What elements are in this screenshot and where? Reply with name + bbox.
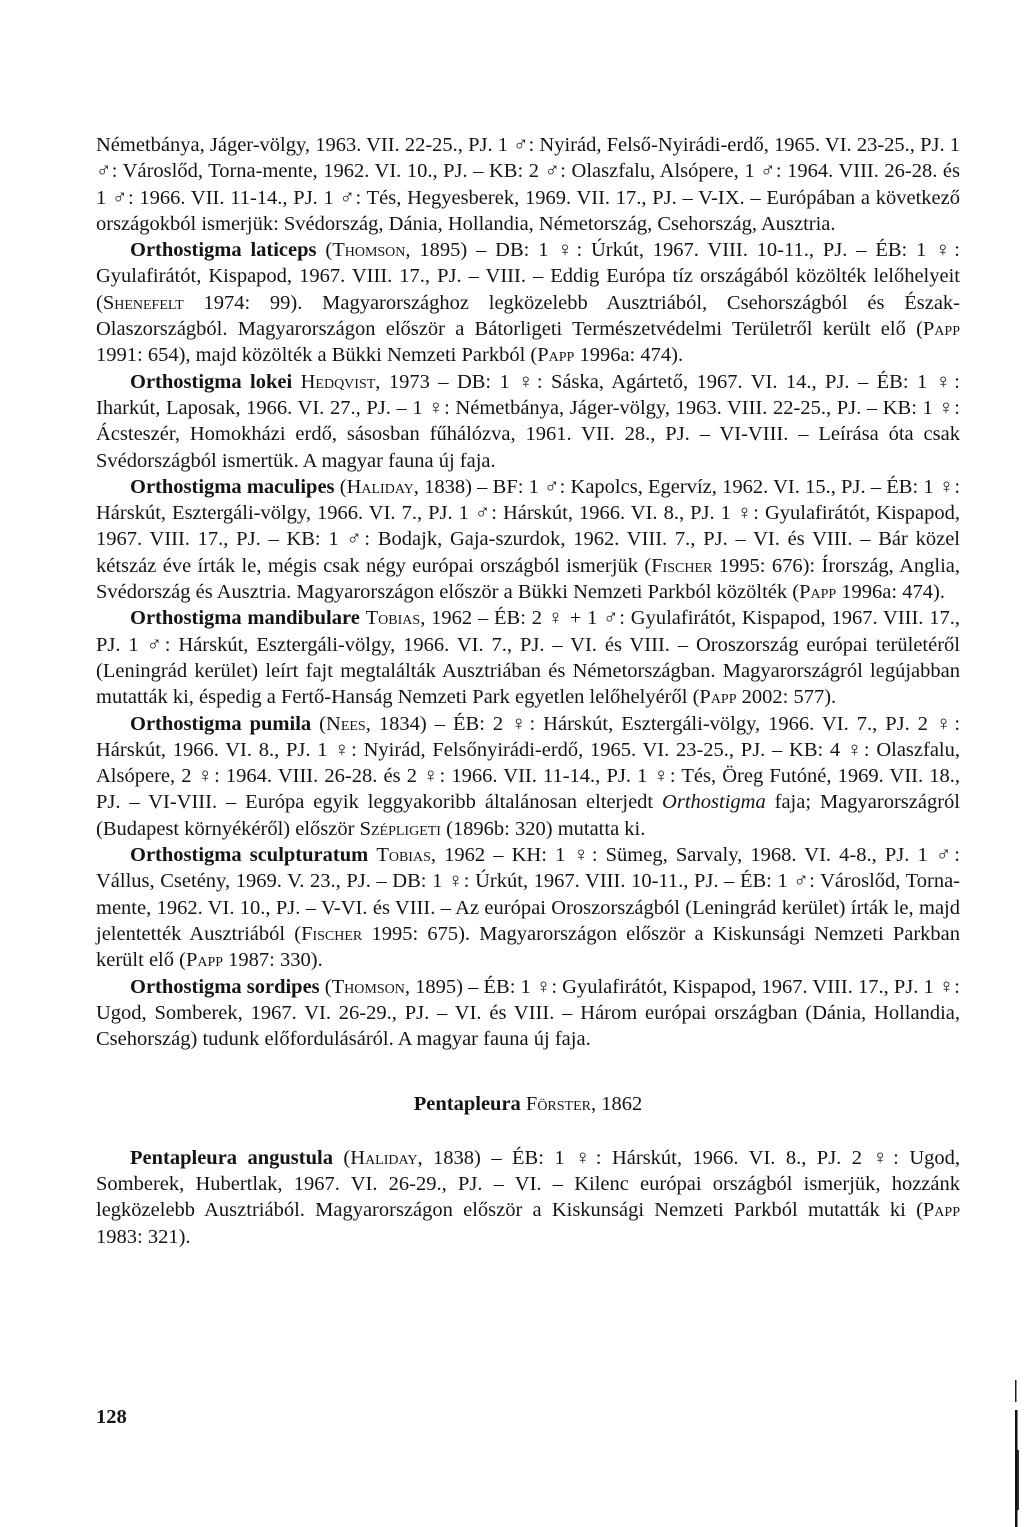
species-text: 1996a: 474). xyxy=(836,581,945,604)
species-name: Orthostigma laticeps xyxy=(130,239,317,262)
species-entry-sculpturatum xyxy=(96,842,960,973)
species-text: 1995: 675). Magyarországon először a Kiskunsági Nemzeti Parkban került elő ( xyxy=(96,922,961,972)
species-text: 1995: 676): Írország, Anglia, Svédország és Ausztria. Magyarországon először a Bükki Nemzeti Parkból közölték ( xyxy=(96,554,960,604)
species-entry-mandibulare xyxy=(96,605,960,710)
reference-author: Papp xyxy=(922,318,960,341)
reference-author: Papp xyxy=(799,581,837,604)
species-text: 1996a: 474). xyxy=(574,344,684,367)
species-text: , 1962 – KH: 1 ♀: Sümeg, Sarvaly, 1968. VI. 4-8., PJ. 1 ♂: Vállus, Csetény, 1969. V. 23., PJ. – DB: 1 ♀: Úrkút, 1967. VIII. 10-11., PJ. – ÉB: 1 ♂: Városlőd, Torna-mente, 1962. VI. 10., PJ. – V-VI. és VIII. – Az európai Oroszországból (Leningrád kerület) írták le, majd jelentették Ausztriából ( xyxy=(96,844,960,945)
species-text: faja; Magyarországról (Budapest környékéről) először xyxy=(96,791,960,840)
species-entry-pumila: Orthostigma pumila (Nees, 1834) – ÉB: 2 ♀: Hárskút, Esztergáli-völgy, 1966. VI. 7., PJ. 2 ♀: Hárskút, 1966. VI. 8., PJ. 1 ♀: Nyirád, Felsőnyirádi-erdő, 1965. VI. 23-25., PJ. – KB: 4 ♀: Olaszfalu, Alsópere, 2 ♀: 1964. VIII. 26-28. és 2 ♀: 1966. VII. 11-14., PJ. 1 ♀: Tés, Öreg Futóné, 1969. VII. 18., PJ. – VI-VIII. – Európa egyik leggyakoribb általánosan elterjedt Orthostigma faja; Magyarországról (Budapest környékéről) először Szépligeti (1896b: 320) mutatta ki. xyxy=(96,712,961,840)
species-name: Orthostigma mandibulare xyxy=(130,607,360,630)
species-text: , 1895) – ÉB: 1 ♀: Gyulafirátót, Kispapod, 1967. VIII. 17., PJ. 1 ♀: Ugod, Somberek, 1967. VI. 26-29., PJ. – VI. és VIII. – Három európai országban (Dánia, Hollandia, Csehország) tudunk előfordulásáról. A magyar fauna új faja. xyxy=(96,975,961,1051)
genus-heading-author: Förster xyxy=(525,1093,591,1116)
species-text: 1987: 330). xyxy=(223,949,323,972)
species-name: Orthostigma sculpturatum xyxy=(130,844,369,867)
reference-author: Shenefelt xyxy=(102,291,184,314)
species-text: , 1895) – DB: 1 ♀: Úrkút, 1967. VIII. 10-11., PJ. – ÉB: 1 ♀: Gyulafirátót, Kispapod, 1967. VIII. 17., PJ. – VIII. – Eddig Európa tíz országából közölték lelőhelyeit ( xyxy=(96,239,960,314)
species-text: 1991: 654), majd közölték a Bükki Nemzeti Parkból ( xyxy=(96,344,538,367)
reference-author: Fischer xyxy=(301,922,363,945)
species-author: Tobias xyxy=(365,607,421,630)
species-entry-lokei xyxy=(96,369,960,474)
reference-author: Fischer xyxy=(651,554,713,577)
species-author: Haliday xyxy=(346,475,414,498)
species-text: 1974: 99). Magyarországhoz legközelebb Ausztriából, Csehországból és Észak-Olaszországból. Magyarországon először a Bátorligeti Természetvédelmi Területről került elő ( xyxy=(96,291,960,341)
species-author: Thomson xyxy=(331,975,405,998)
species-author: Nees xyxy=(326,712,366,735)
species-text: (1896b: 320) mutatta ki. xyxy=(440,817,646,840)
page-text xyxy=(96,132,960,1250)
reference-author: Szépligeti xyxy=(359,817,441,840)
species-text: , 1962 – ÉB: 2 ♀ + 1 ♂: Gyulafirátót, Kispapod, 1967. VIII. 17., PJ. 1 ♂: Hárskút, Esztergáli-völgy, 1966. VI. 7., PJ. – VI. és VIII. – Oroszország európai területéről (Leningrád kerület) leírt fajt megtalálták Ausztriában és Németországban. Magyarországról legújabban mutatták ki, éspedig a Fertő-Hanság Nemzeti Park egyetlen lelőhelyéről ( xyxy=(96,607,961,709)
genus-heading-name: Pentapleura xyxy=(413,1093,521,1116)
species-text: , 1973 – DB: 1 ♀: Sáska, Agártető, 1967. VI. 14., PJ. – ÉB: 1 ♀: Iharkút, Laposak, 1966. VI. 27., PJ. – 1 ♀: Németbánya, Jáger-völgy, 1963. VIII. 22-25., PJ. – KB: 1 ♀: Ácsteszér, Homokházi erdő, sásosban fűhálózva, 1961. VII. 28., PJ. – VI-VIII. – Leírása óta csak Svédországból ismertük. A magyar fauna új faja. xyxy=(96,370,961,472)
species-entry-maculipes: Orthostigma maculipes (Haliday, 1838) – BF: 1 ♂: Kapolcs, Egervíz, 1962. VI. 15., PJ. – ÉB: 1 ♀: Hárskút, Esztergáli-völgy, 1966. VI. 7., PJ. 1 ♂: Hárskút, 1966. VI. 8., PJ. 1 ♀: Gyulafirátót, Kispapod, 1967. VIII. 17., PJ. – KB: 1 ♂: Bodajk, Gaja-szurdok, 1962. VIII. 7., PJ. – VI. és VIII. – Bár közel kétszáz éve írták le, mégis csak négy európai országból ismerjük (Fischer 1995: 676): Írország, Anglia, Svédország és Ausztria. Magyarországon először a Bükki Nemzeti Parkból közölték (Papp 1996a: 474). xyxy=(96,475,961,604)
species-entry-angustula: Pentapleura angustula (Haliday, 1838) – ÉB: 1 ♀: Hárskút, 1966. VI. 8., PJ. 2 ♀: Ugod, Somberek, Hubertlak, 1967. VI. 26-29., PJ. – VI. – Kilenc európai országból ismerjük, hozzánk legközelebb Ausztriából. Magyarországon először a Kiskunsági Nemzeti Parkból mutatták ki (Papp 1983: 321). xyxy=(96,1146,961,1248)
species-text: , 1838) – ÉB: 1 ♀: Hárskút, 1966. VI. 8., PJ. 2 ♀: Ugod, Somberek, Hubertlak, 1967. VI. 26-29., PJ. – VI. – Kilenc európai országból ismerjük, hozzánk legközelebb Ausztriából. Magyarországon először a Kiskunsági Nemzeti Parkból mutatták ki ( xyxy=(96,1146,961,1222)
reference-author: Papp xyxy=(185,949,224,972)
species-author: Tobias xyxy=(376,844,431,867)
species-author: Hedqvist xyxy=(300,370,376,393)
intro-paragraph: Németbánya, Jáger-völgy, 1963. VII. 22-25., PJ. 1 ♂: Nyirád, Felső-Nyirádi-erdő, 1965. VI. 23-25., PJ. 1 ♂: Városlőd, Torna-mente, 1962. VI. 10., PJ. – KB: 2 ♂: Olaszfalu, Alsópere, 1 ♂: 1964. VIII. 26-28. és 1 ♂: 1966. VII. 11-14., PJ. 1 ♂: Tés, Hegyesberek, 1969. VII. 17., PJ. – V-IX. – Európában a következő országokból ismerjük: Svédország, Dánia, Hollandia, Németország, Csehország, Ausztria. xyxy=(96,134,960,235)
page-number: 128 xyxy=(96,1406,127,1428)
species-name: Orthostigma sordipes xyxy=(130,975,320,998)
species-name: Orthostigma pumila xyxy=(130,712,312,735)
species-author: Haliday xyxy=(350,1146,418,1169)
reference-author: Papp xyxy=(699,686,737,709)
species-name: Pentapleura angustula xyxy=(130,1146,333,1169)
species-text: , 1834) – ÉB: 2 ♀: Hárskút, Esztergáli-völgy, 1966. VI. 7., PJ. 2 ♀: Hárskút, 1966. VI. 8., PJ. 1 ♀: Nyirád, Felsőnyirádi-erdő, 1965. VI. 23-25., PJ. – KB: 4 ♀: Olaszfalu, Alsópere, 2 ♀: 1964. VIII. 26-28. és 2 ♀: 1966. VII. 11-14., PJ. 1 ♀: Tés, Öreg Futóné, 1969. VII. 18., PJ. – VI-VIII. – Európa egyik leggyakoribb általánosan elterjedt xyxy=(96,712,961,814)
reference-author: Papp xyxy=(922,1199,960,1222)
species-name: Orthostigma maculipes xyxy=(130,475,335,498)
species-entry-laticeps: Orthostigma laticeps (Thomson, 1895) – DB: 1 ♀: Úrkút, 1967. VIII. 10-11., PJ. – ÉB: 1 ♀: Gyulafirátót, Kispapod, 1967. VIII. 17., PJ. – VIII. – Eddig Európa tíz országából közölték lelőhelyeit (Shenefelt 1974: 99). Magyarországhoz legközelebb Ausztriából, Csehországból és Észak-Olaszországból. Magyarországon először a Bátorligeti Természetvédelmi Területről került elő (Papp 1991: 654), majd közölték a Bükki Nemzeti Parkból (Papp 1996a: 474). xyxy=(96,239,960,367)
species-author: Thomson xyxy=(332,239,406,262)
binding-edge-mark xyxy=(1010,1380,1024,1527)
reference-author: Papp xyxy=(537,344,575,367)
species-entry-sordipes: Orthostigma sordipes (Thomson, 1895) – ÉB: 1 ♀: Gyulafirátót, Kispapod, 1967. VIII. 17., PJ. 1 ♀: Ugod, Somberek, 1967. VI. 26-29., PJ. – VI. és VIII. – Három európai országban (Dánia, Hollandia, Csehország) tudunk előfordulásáról. A magyar fauna új faja. xyxy=(96,975,961,1051)
genus-heading-year: , 1862 xyxy=(591,1093,643,1116)
species-text: 1983: 321). xyxy=(96,1225,191,1248)
species-text: , 1838) – BF: 1 ♂: Kapolcs, Egervíz, 1962. VI. 15., PJ. – ÉB: 1 ♀: Hárskút, Esztergáli-völgy, 1966. VI. 7., PJ. 1 ♂: Hárskút, 1966. VI. 8., PJ. 1 ♀: Gyulafirátót, Kispapod, 1967. VIII. 17., PJ. – KB: 1 ♂: Bodajk, Gaja-szurdok, 1962. VIII. 7., PJ. – VI. és VIII. – Bár közel kétszáz éve írták le, mégis csak négy európai országból ismerjük ( xyxy=(96,475,961,577)
species-text: 2002: 577). xyxy=(736,686,837,709)
genus-italic: Orthostigma xyxy=(662,791,766,814)
genus-heading xyxy=(96,1091,960,1117)
species-name: Orthostigma lokei xyxy=(130,370,293,393)
